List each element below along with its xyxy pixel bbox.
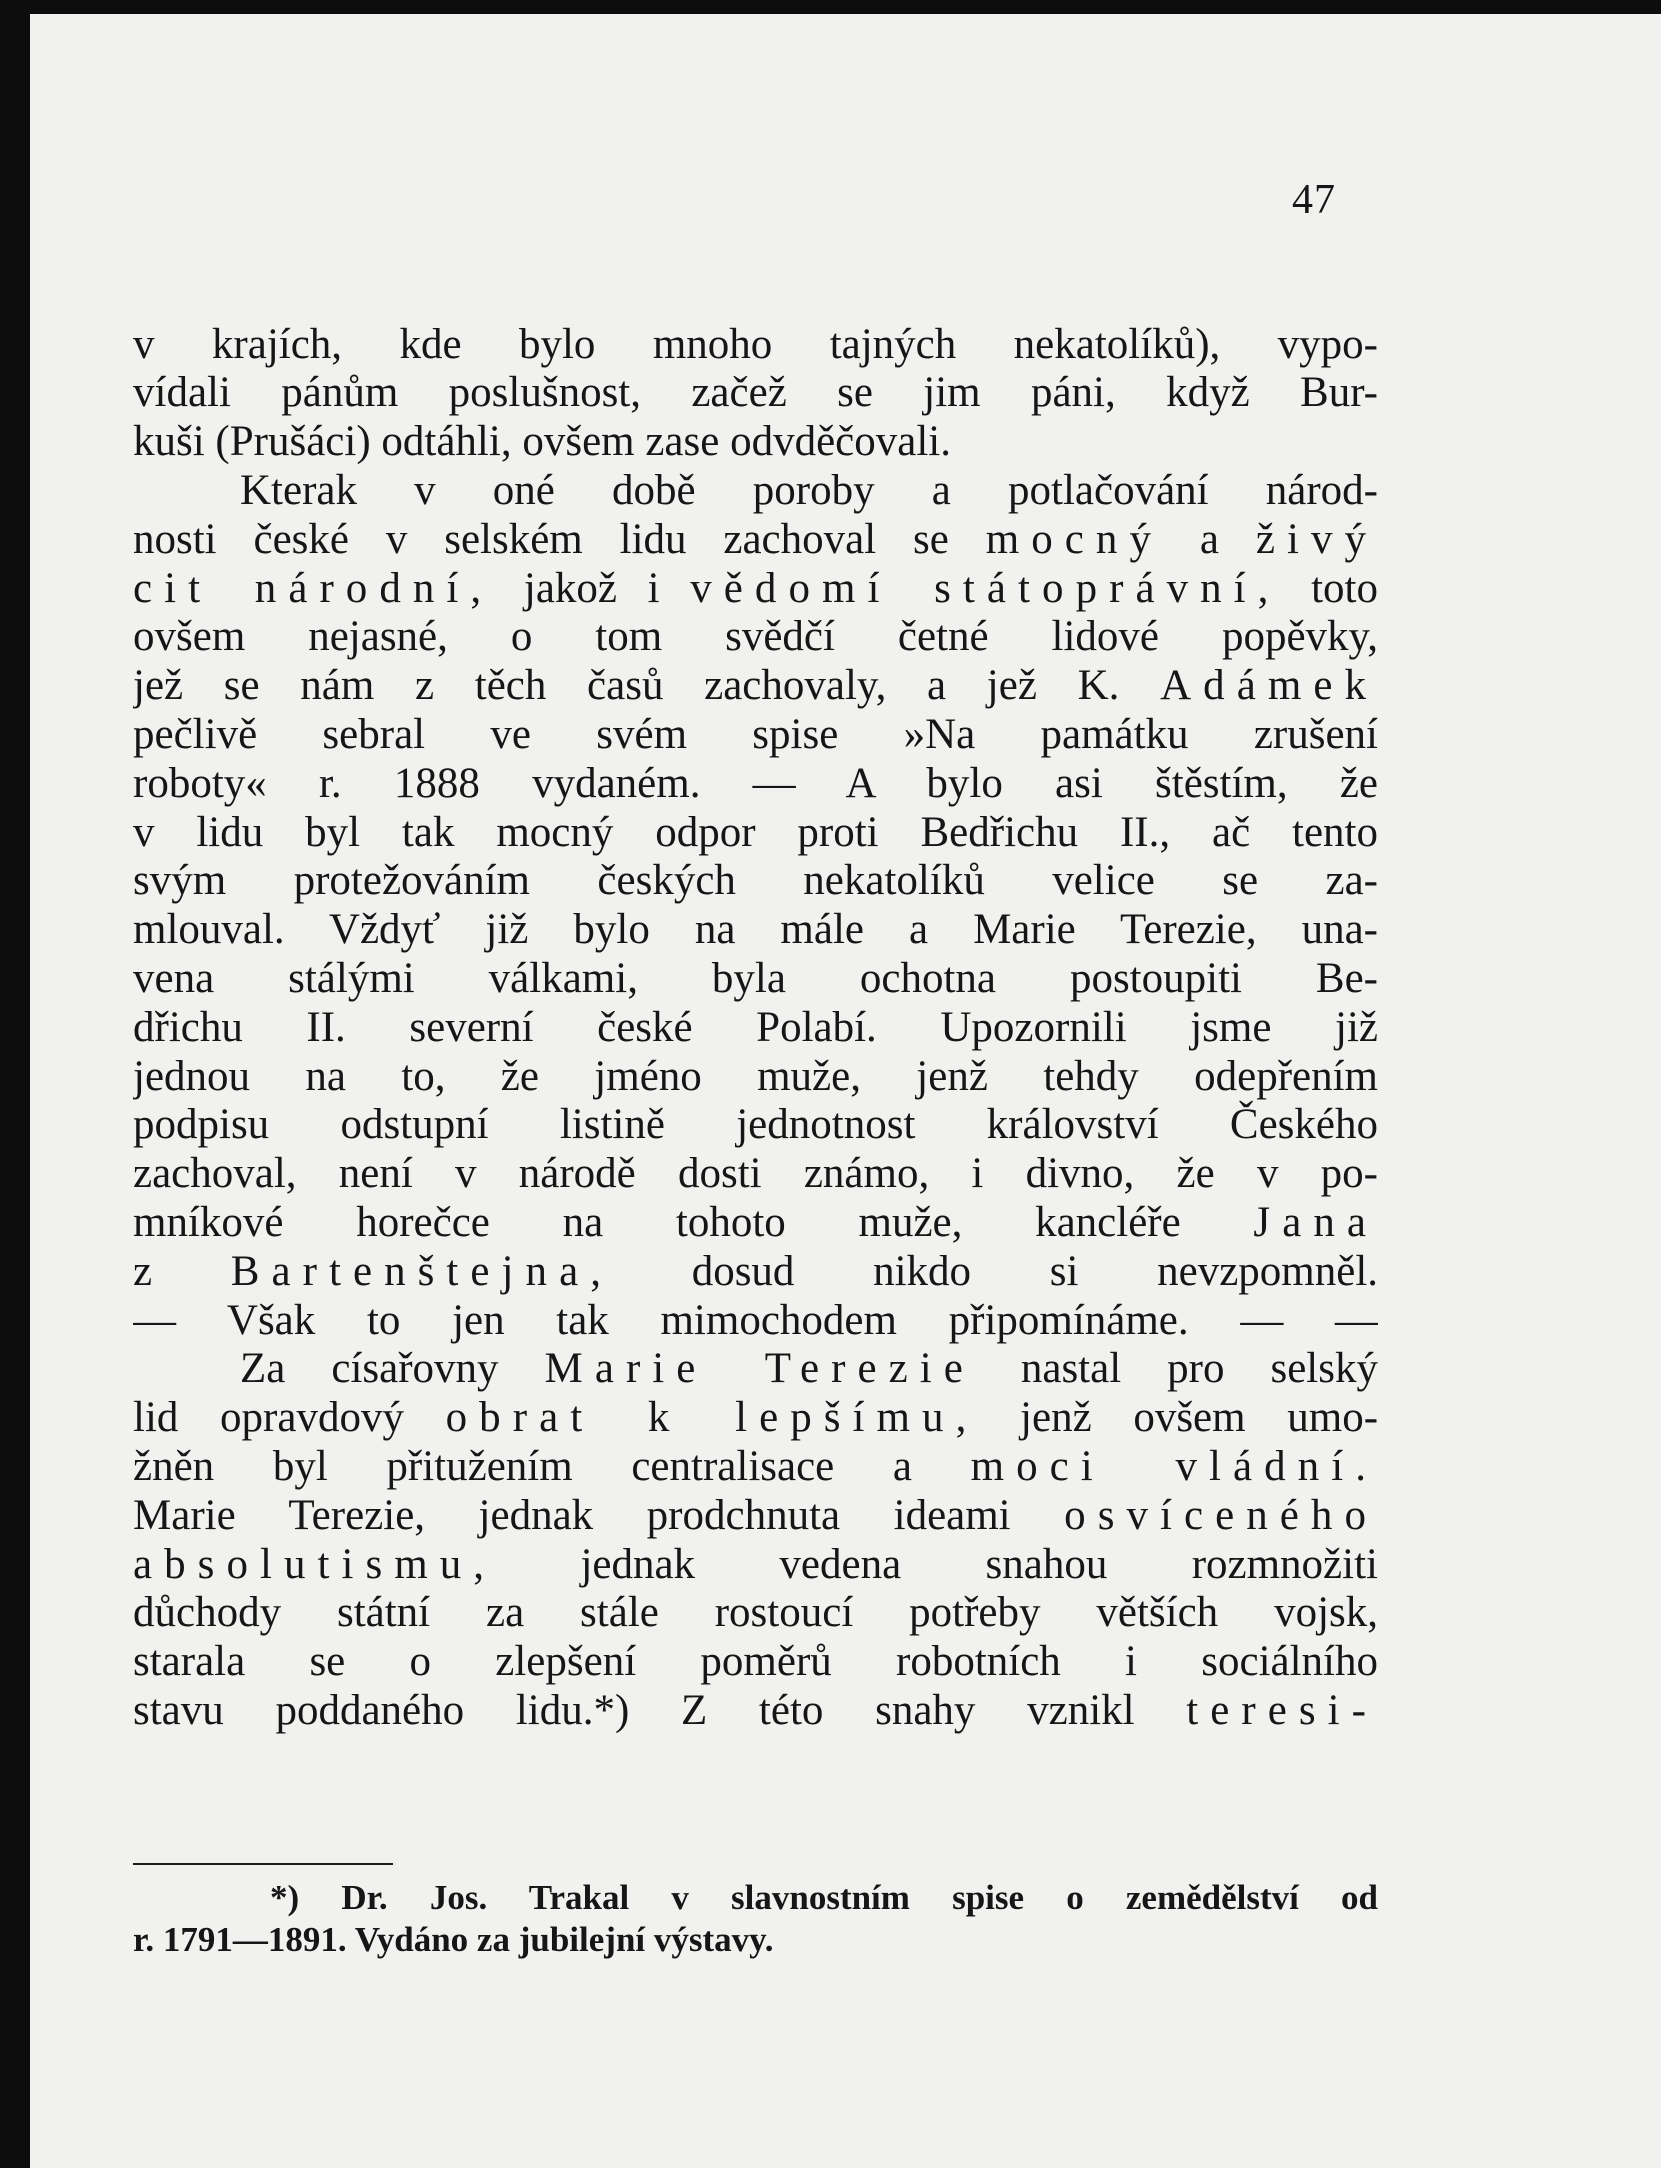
text-line [133,1198,1378,1248]
emphasis: Bartenštejna, [230,1248,613,1295]
text-line: starala se o zlepšení poměrů robotních i sociálního [133,1638,1378,1685]
book-page [30,14,1661,2168]
emphasis: Marie Terezie [544,1345,975,1392]
emphasis: mocný [985,516,1163,563]
text-line: Kterak v oné době poroby a potlačování národ- [240,467,1378,514]
text-line [133,1442,1378,1492]
text-line: svým protežováním českých nekatolíků velice se za- [133,857,1378,904]
text-line [133,1393,1378,1443]
text-line: kuši (Prušáci) odtáhli, ovšem zase odvděčovali. [133,418,951,465]
text-line: vídali pánům poslušnost, začež se jim páni, když Bur- [133,369,1378,416]
emphasis: absolutismu, [133,1541,497,1588]
binding-edge [0,0,30,2168]
text-line: dřichu II. severní české Polabí. Upozornili jsme již [133,1004,1378,1051]
text-segment: Marie Terezie, jednak prodchnuta ideami [133,1492,1011,1539]
text-line [133,661,1378,711]
emphasis: vědomí státoprávní, [690,565,1281,612]
text-segment: Za císařovny [240,1345,499,1392]
text-line: roboty« r. 1888 vydaném. — A bylo asi štěstím, že [133,760,1378,807]
text-segment: nosti české v selském lidu zachoval se [133,516,949,563]
text-line: důchody státní za stále rostoucí potřeby větších vojsk, [133,1589,1378,1636]
footnote-line: *) Dr. Jos. Trakal v slavnostním spise o zemědělství od [270,1878,1378,1917]
text-line [240,1344,1378,1394]
text-segment: z [133,1248,153,1295]
page-number: 47 [1292,177,1336,223]
text-line: jednou na to, že jméno muže, jenž tehdy odepřením [133,1053,1378,1100]
text-line: vena stálými válkami, byla ochotna postoupiti Be- [133,955,1378,1002]
text-line [133,1686,1378,1736]
emphasis: cit národní, [133,565,494,612]
text-line: — Však to jen tak mimochodem připomínáme. — — [133,1297,1378,1344]
text-line [133,1491,1378,1541]
text-segment: a [1199,516,1219,563]
text-line: mlouval. Vždyť již bylo na mále a Marie Terezie, una- [133,906,1378,953]
text-line [133,515,1378,565]
text-segment: dosud nikdo si nevzpomněl. [691,1248,1378,1295]
text-segment: toto [1311,565,1378,612]
text-segment: stavu poddaného lidu.*) Z této snahy vznikl [133,1687,1135,1734]
emphasis: moci vládní. [970,1443,1378,1490]
text-line: podpisu odstupní listině jednotnost království Českého [133,1101,1378,1148]
text-segment: jež se nám z těch časů zachovaly, a jež K. [133,662,1120,709]
footnote-rule [133,1863,393,1865]
text-line: v krajích, kde bylo mnoho tajných nekatolíků), vypo- [133,321,1378,368]
text-segment: mníkové horečce na tohoto muže, kancléře [133,1199,1181,1246]
text-segment: jakož i [523,565,660,612]
text-segment: žněn byl přitužením centralisace a [133,1443,912,1490]
emphasis: Adámek [1160,662,1378,709]
text-line [133,1540,1378,1590]
emphasis: osvíceného [1064,1492,1378,1539]
emphasis: živý [1255,516,1378,563]
text-line: pečlivě sebral ve svém spise »Na památku zrušení [133,711,1378,758]
text-line: ovšem nejasné, o tom svědčí četné lidové popěvky, [133,613,1378,660]
text-line [133,1247,1378,1297]
text-segment: jednak vedena snahou rozmnožiti [580,1541,1378,1588]
emphasis: Jana [1253,1199,1378,1246]
footnote-line: r. 1791—1891. Vydáno za jubilejní výstavy. [133,1920,774,1959]
text-line [133,564,1378,614]
emphasis: obrat k lepšímu, [445,1394,979,1441]
text-line: zachoval, není v národě dosti známo, i divno, že v po- [133,1150,1378,1197]
text-segment: lid opravdový [133,1394,404,1441]
text-segment: nastal pro selský [1020,1345,1378,1392]
text-line: v lidu byl tak mocný odpor proti Bedřichu II., ač tento [133,809,1378,856]
text-segment: jenž ovšem umo- [1020,1394,1378,1441]
emphasis: teresi- [1186,1687,1378,1734]
